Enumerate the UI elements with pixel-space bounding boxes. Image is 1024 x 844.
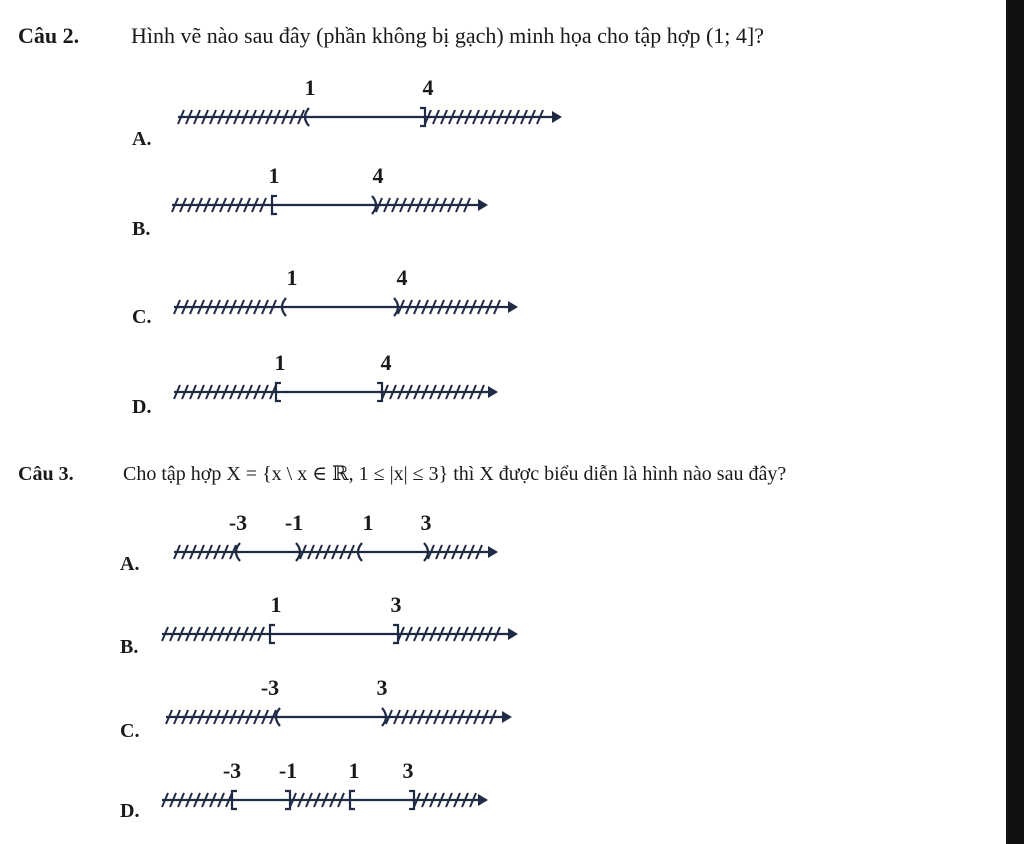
option-letter: A. bbox=[132, 128, 152, 150]
axis-arrow bbox=[478, 199, 488, 211]
tick-label: 1 bbox=[348, 758, 360, 783]
option-letter: C. bbox=[132, 306, 152, 328]
tick-label: 1 bbox=[274, 350, 286, 375]
number-line-q2-b bbox=[0, 150, 600, 230]
tick-label: 4 bbox=[422, 75, 434, 100]
axis-arrow bbox=[502, 711, 512, 723]
tick-label: 1 bbox=[304, 75, 316, 100]
tick-label: 1 bbox=[268, 163, 280, 188]
option-letter: B. bbox=[132, 218, 151, 240]
number-line-q3-d bbox=[0, 745, 600, 825]
option-letter: A. bbox=[120, 553, 140, 575]
question-number: Câu 2. bbox=[18, 23, 80, 48]
axis-arrow bbox=[488, 546, 498, 558]
option-letter: B. bbox=[120, 636, 139, 658]
tick-label: 3 bbox=[376, 675, 388, 700]
axis-arrow bbox=[508, 628, 518, 640]
option-letter: C. bbox=[120, 720, 140, 742]
tick-label: 1 bbox=[270, 592, 282, 617]
number-line-q2-c bbox=[0, 245, 600, 325]
number-line-q3-a bbox=[0, 495, 600, 575]
tick-label: 1 bbox=[286, 265, 298, 290]
question-text: Hình vẽ nào sau đây (phần không bị gạch) minh họa cho tập hợp (1; 4]? bbox=[131, 23, 764, 48]
option-letter: D. bbox=[120, 800, 140, 822]
axis-arrow bbox=[478, 794, 488, 806]
number-line-q2-a bbox=[0, 60, 600, 140]
tick-label: 3 bbox=[402, 758, 414, 783]
tick-label: -1 bbox=[278, 758, 298, 783]
number-line-q2-d bbox=[0, 335, 600, 415]
right-frame-border bbox=[1006, 0, 1024, 844]
axis-arrow bbox=[552, 111, 562, 123]
tick-label: 3 bbox=[420, 510, 432, 535]
question-number: Câu 3. bbox=[18, 463, 74, 485]
option-letter: D. bbox=[132, 396, 152, 418]
number-line-q3-c bbox=[0, 660, 600, 740]
tick-label: 3 bbox=[390, 592, 402, 617]
tick-label: 4 bbox=[396, 265, 408, 290]
tick-label: 1 bbox=[362, 510, 374, 535]
tick-label: 4 bbox=[372, 163, 384, 188]
number-line-q3-b bbox=[0, 575, 600, 655]
tick-label: 4 bbox=[380, 350, 392, 375]
tick-label: -3 bbox=[228, 510, 248, 535]
tick-label: -3 bbox=[260, 675, 280, 700]
tick-label: -1 bbox=[284, 510, 304, 535]
axis-arrow bbox=[508, 301, 518, 313]
tick-label: -3 bbox=[222, 758, 242, 783]
question-text: Cho tập hợp X = {x \ x ∈ ℝ, 1 ≤ |x| ≤ 3} thì X được biểu diễn là hình nào sau đây? bbox=[123, 463, 787, 485]
axis-arrow bbox=[488, 386, 498, 398]
